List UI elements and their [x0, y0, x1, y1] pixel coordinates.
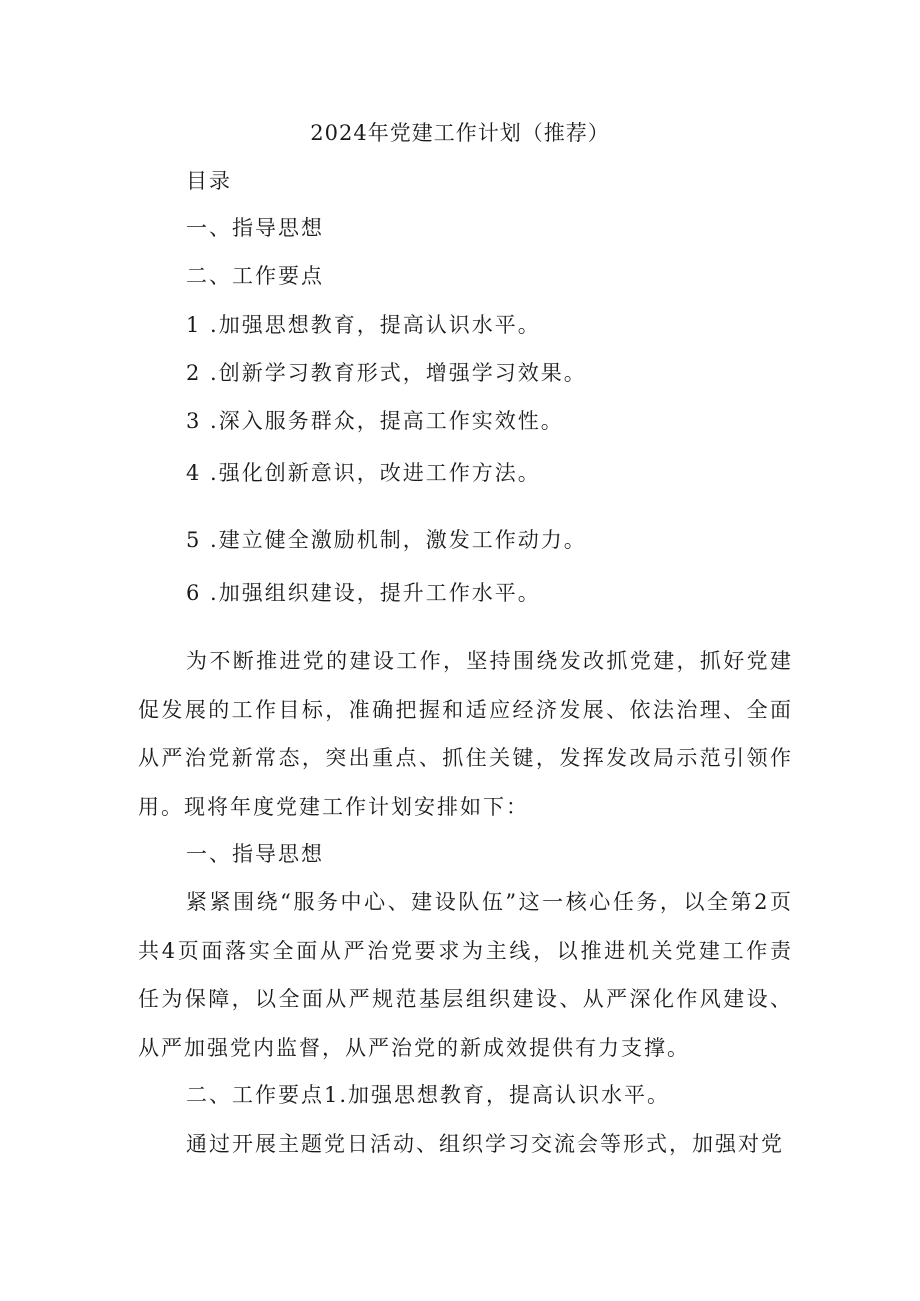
document-title: 2024年党建工作计划（推荐）	[310, 121, 610, 145]
toc-item: 1 .加强思想教育，提高认识水平。	[186, 313, 541, 337]
toc-heading: 目录	[186, 169, 232, 193]
toc-item: 二、工作要点	[186, 264, 324, 288]
section-heading: 二、工作要点1.加强思想教育，提高认识水平。	[186, 1083, 671, 1107]
intro-paragraph: 为不断推进党的建设工作，坚持围绕发改抓党建，抓好党建促发展的工作目标，准确把握和适应经济发展、依法治理、全面从严治党新常态，突出重点、抓住关键，发挥发改局示范引领作用。现将年度党建工作计划安排如下：	[138, 649, 793, 819]
section-paragraph: 紧紧围绕“服务中心、建设队伍”这一核心任务，以全第2页共4页面落实全面从严治党要求为主线，以推进机关党建工作责任为保障，以全面从严规范基层组织建设、从严深化作风建设、从严加强党内监督，从严治党的新成效提供有力支撑。	[138, 890, 793, 1060]
toc-item: 4 .强化创新意识，改进工作方法。	[186, 461, 541, 485]
toc-item: 一、指导思想	[186, 216, 324, 240]
toc-item: 3 .深入服务群众，提高工作实效性。	[186, 409, 564, 433]
section-paragraph: 通过开展主题党日活动、组织学习交流会等形式，加强对党	[186, 1132, 784, 1156]
toc-item: 2 .创新学习教育形式，增强学习效果。	[186, 361, 587, 385]
toc-item: 5 .建立健全激励机制，激发工作动力。	[186, 528, 587, 552]
section-heading: 一、指导思想	[186, 842, 324, 866]
toc-item: 6 .加强组织建设，提升工作水平。	[186, 581, 541, 605]
